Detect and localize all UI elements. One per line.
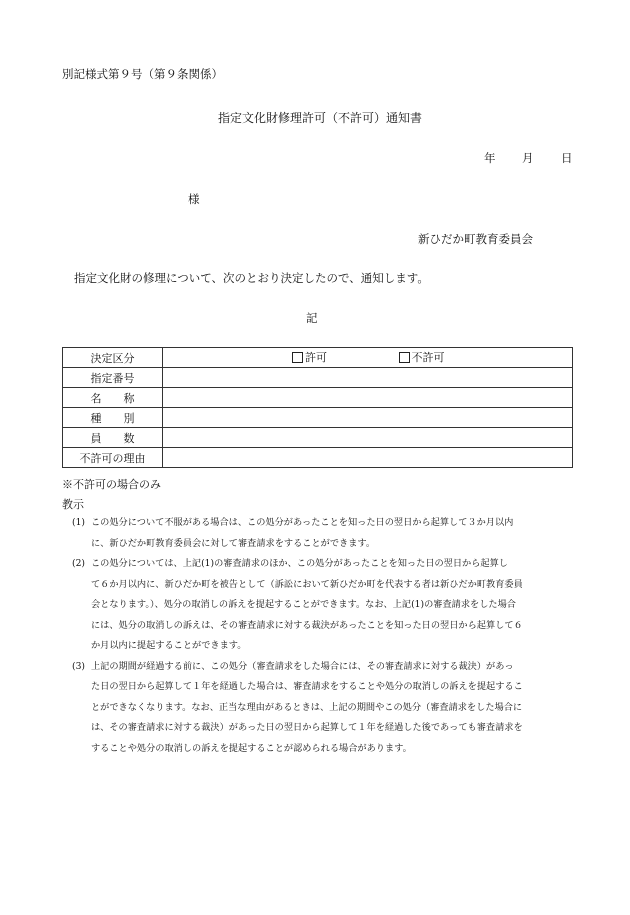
row-value-reason[interactable] bbox=[163, 448, 573, 468]
table-row bbox=[63, 448, 573, 468]
row-label-decision: 決定区分 bbox=[63, 348, 163, 368]
row-value-name[interactable] bbox=[163, 388, 573, 408]
instruction-line: することや処分の取消しの訴えを提起することが認められる場合があります。 bbox=[91, 742, 412, 754]
instruction-line: た日の翌日から起算して１年を経過した場合は、審査請求をすることや処分の取消しの訴えを提起するこ bbox=[91, 681, 523, 692]
table-row bbox=[63, 368, 573, 388]
instruction-item bbox=[72, 657, 580, 760]
instruction-line: は、その審査請求に対する裁決）があった日の翌日から起算して１年を経過した後であっても審査請求を bbox=[91, 722, 523, 733]
instruction-number: (3) bbox=[72, 660, 86, 672]
row-value-count[interactable] bbox=[163, 428, 573, 448]
table-row bbox=[63, 428, 573, 448]
table-row bbox=[63, 408, 573, 428]
form-number: 別記様式第９号（第９条関係） bbox=[62, 67, 223, 81]
checkbox-icon[interactable] bbox=[292, 352, 303, 363]
row-label-type: 種 別 bbox=[63, 408, 163, 428]
option-permit[interactable] bbox=[292, 349, 327, 365]
instruction-line: に、新ひだか町教育委員会に対して審査請求をすることができます。 bbox=[91, 537, 376, 549]
instruction-line: 上記の期間が経過する前に、この処分（審査請求をした場合には、その審査請求に対する裁決）があっ bbox=[91, 660, 514, 672]
row-label-reason: 不許可の理由 bbox=[63, 448, 163, 468]
instructions-title: 教示 bbox=[62, 498, 84, 511]
instruction-item bbox=[72, 554, 580, 657]
body-text: 指定文化財の修理について、次のとおり決定したので、通知します。 bbox=[74, 271, 429, 285]
instruction-item bbox=[72, 513, 580, 554]
date-year-label: 年 bbox=[484, 151, 496, 165]
document-title: 指定文化財修理許可（不許可）通知書 bbox=[217, 111, 422, 125]
decision-options bbox=[163, 348, 573, 368]
row-label-number: 指定番号 bbox=[63, 368, 163, 388]
instruction-line: には、処分の取消しの訴えは、その審査請求に対する裁決があったことを知った日の翌日から起算して６ bbox=[91, 619, 523, 631]
table-row bbox=[63, 348, 573, 368]
row-value-type[interactable] bbox=[163, 408, 573, 428]
option-deny-label: 不許可 bbox=[411, 351, 445, 365]
instruction-line: て６か月以内に、新ひだか町を被告として（訴訟において新ひだか町を代表する者は新ひだか町教育委員 bbox=[91, 578, 523, 590]
table-row bbox=[63, 388, 573, 408]
instruction-line: この処分については、上記(1)の審査請求のほか、この処分があったことを知った日の翌日から起算し bbox=[91, 558, 508, 569]
instruction-line: とができなくなります。なお、正当な理由があるときは、上記の期間やこの処分（審査請求をした場合に bbox=[91, 701, 523, 713]
date-day-label: 日 bbox=[561, 151, 573, 165]
instruction-line: 会となります。）、処分の取消しの訴えを提起することができます。なお、上記(1)の審査請求をした場合 bbox=[91, 599, 516, 610]
row-label-count: 員 数 bbox=[63, 428, 163, 448]
row-label-name: 名 称 bbox=[63, 388, 163, 408]
instructions-list bbox=[72, 513, 580, 759]
decision-table bbox=[62, 347, 573, 468]
option-deny[interactable] bbox=[399, 349, 445, 365]
instruction-number: (2) bbox=[72, 558, 86, 569]
issuer-name: 新ひだか町教育委員会 bbox=[418, 232, 533, 246]
instruction-line: この処分について不服がある場合は、この処分があったことを知った日の翌日から起算して３か月以内 bbox=[91, 517, 514, 528]
recipient-suffix: 様 bbox=[188, 192, 200, 206]
ki-heading: 記 bbox=[306, 311, 318, 325]
checkbox-icon[interactable] bbox=[399, 352, 410, 363]
option-permit-label: 許可 bbox=[305, 351, 327, 365]
instruction-line: か月以内に提起することができます。 bbox=[91, 640, 247, 651]
date-month-label: 月 bbox=[522, 151, 534, 165]
instruction-number: (1) bbox=[72, 517, 86, 528]
note-text: ※不許可の場合のみ bbox=[62, 478, 161, 491]
row-value-number[interactable] bbox=[163, 368, 573, 388]
